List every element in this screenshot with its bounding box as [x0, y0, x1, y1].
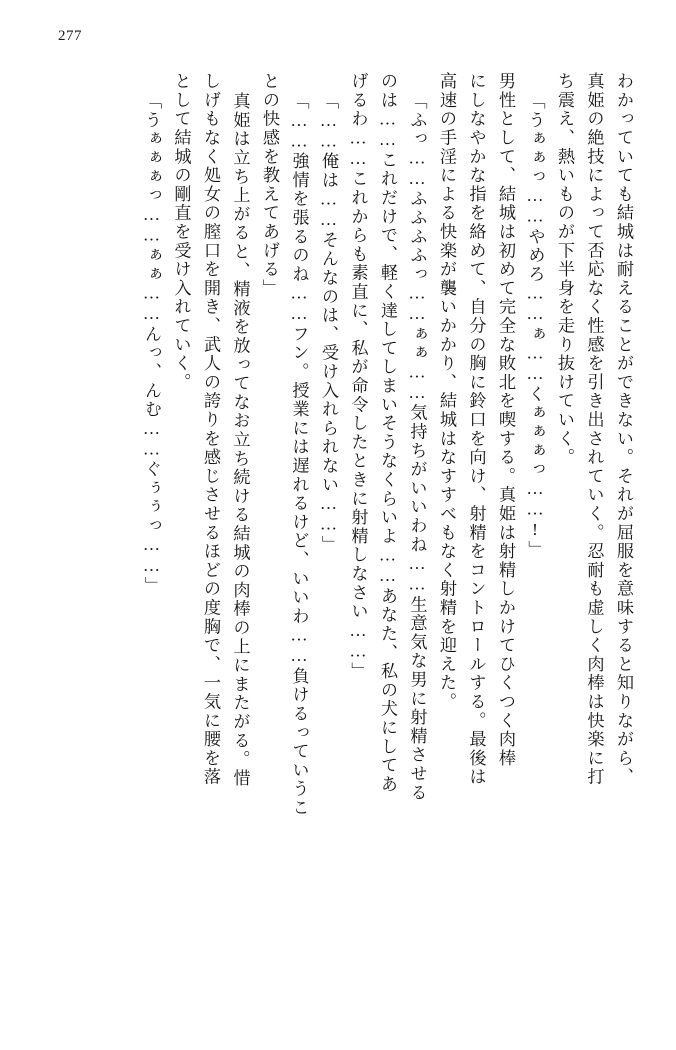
vertical-text-body: [44, 72, 632, 1010]
text-column: 高速の手淫による快楽が襲いかかり、結城はなすすべもなく射精を迎えた。: [437, 72, 456, 712]
text-column: 「うぁぁぁっ……ぁぁ……んっ、んむ……ぐぅぅっ……」: [142, 92, 161, 596]
text-column: しげもなく処女の膣口を開き、武人の誇りを感じさせるほどの度胸で、一気に腰を落: [201, 72, 220, 787]
text-column: 男性として、結城は初めて完全な敗北を喫する。真姫は射精しかけてひくつく肉棒: [496, 72, 515, 768]
page-number: 277: [58, 28, 82, 44]
text-column: との快感を教えてあげる」: [260, 72, 279, 298]
text-column: 「ふっ……ふふふふっ……ぁぁ……気持ちがいいわね……生意気な男に射精させる: [407, 92, 427, 802]
text-column: わかっていても結城は耐えることができない。それが屈服を意味すると知りながら、: [614, 72, 633, 787]
text-column: 真姫は立ち上がると、精液を放ってなお立ち続ける結城の肉棒の上にまたがる。惜: [230, 92, 250, 788]
text-column: 「うぁぁっ……やめろ……ぁ……くぁぁぁっ……!」: [525, 92, 545, 560]
text-column: げるわ……これからも素直に、私が命令したときに射精しなさい……」: [348, 72, 368, 681]
text-column: のは……これだけで、軽く達してしまいそうなくらいよ……あなた、私の犬にしてあ: [378, 72, 397, 794]
text-column: ち震え、熱いものが下半身を走り抜けていく。: [555, 72, 574, 467]
text-column: にしなやかな指を絡めて、自分の胸に鈴口を向け、射精をコントロールする。最後は: [466, 72, 486, 787]
text-column: 「……強情を張るのね……フン。授業には遅れるけど、いいわ……負けるっていうこ: [289, 92, 309, 818]
text-column: として結城の剛直を受け入れていく。: [171, 72, 191, 392]
text-column: 真姫の絶技によって否応なく性感を引き出されていく。忍耐も虚しく肉棒は快楽に打: [584, 72, 604, 787]
text-column: 「……俺は……そんなのは、受け入れられない……」: [319, 92, 338, 554]
